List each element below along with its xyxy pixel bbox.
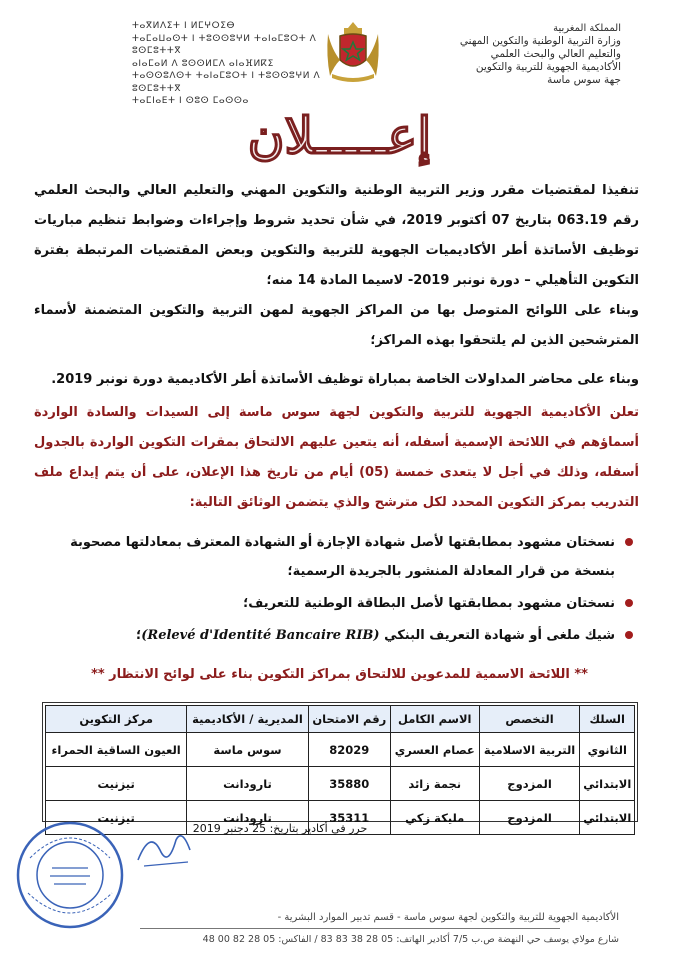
table-cell: 35311 — [308, 801, 390, 835]
bullet-icon — [625, 631, 633, 639]
bullet-icon — [625, 599, 633, 607]
bullet-icon — [625, 538, 633, 546]
column-header: رقم الامتحان — [308, 706, 390, 733]
table-row — [46, 733, 635, 767]
header-line: الأكاديمية الجهوية للتربية والتكوين — [475, 61, 621, 73]
table-cell: 35880 — [308, 767, 390, 801]
tifinagh-line: ⵜⴰⵙⵙⵓⴷⵙⵜ ⵜⴰⵏⴰⵎⵓⵔⵜ ⵏ ⵜⵓⵙⵙⵓⵖⵍ ⴷ ⵓⵙⵎⵓⵜⵜⴳ — [132, 71, 321, 94]
tifinagh-line: ⵜⴰⵎⵏⴰⴹⵜ ⵏ ⵙⵓⵙ ⵎⴰⵙⵙⴰ — [132, 96, 249, 106]
table-cell: تيزنيت — [46, 767, 187, 801]
issue-date: حرر في أكادير بتاريخ: 25 دجنبر 2019 — [192, 822, 368, 835]
page-title: إعـــــلان — [247, 106, 432, 165]
table-cell: الثانوي — [580, 733, 635, 767]
list-item — [37, 621, 635, 650]
table-row — [46, 767, 635, 801]
footer-divider — [140, 928, 560, 929]
column-header: الاسم الكامل — [390, 706, 479, 733]
header-line: وزارة التربية الوطنية والتكوين المهني — [459, 35, 621, 47]
header-line: المملكة المغربية — [553, 23, 621, 34]
table-cell: المزدوج — [479, 801, 580, 835]
paragraph-decision: تنفيذا لمقتضيات مقرر وزير التربية الوطنية والتكوين المهني والتعليم العالي والبحث العلمي رقم 063.19 بتاريخ 07 أكتوبر 2019، في شأن تحديد شروط وإجراءات وضوابط تنظيم مباريات توظيف الأساتذة أطر الأكاديميات الجهوية للتربية والتكوين وبعض المقتضيات المرتبطة بفترة التكوين التأهيلي – دورة نونبر 2019- لاسيما المادة 14 منه؛ — [34, 183, 640, 288]
coat-of-arms-icon — [318, 16, 388, 84]
list-item-text: نسختان مشهود بمطابقتها لأصل شهادة الإجازة أو الشهادة المعترف بمعادلتها مصحوبة بنسخة من قرار المعادلة المنشور بالجريدة الرسمية؛ — [70, 535, 615, 579]
table-title: ** اللائحة الاسمية للمدعوين للالتحاق بمراكز التكوين بناء على لوائح الانتظار ** — [91, 667, 588, 682]
header-line: جهة سوس ماسة — [547, 74, 621, 86]
official-stamp-icon — [10, 818, 130, 933]
tifinagh-line: ⴰⵏⴰⵎⴰⵍ ⴷ ⵓⵙⵙⵍⵎⴷ ⴰⵏⴰⴼⵍⴽⵉ — [132, 58, 274, 69]
table-cell: سوس ماسة — [187, 733, 308, 767]
list-item-text: نسختان مشهود بمطابقتها لأصل البطاقة الوطنية للتعريف؛ — [243, 596, 615, 611]
footer-org: الأكاديمية الجهوية للتربية والتكوين لجهة سوس ماسة - قسم تدبير الموارد البشرية - — [277, 912, 619, 923]
table-cell: الابتدائي — [580, 801, 635, 835]
list-item-end: ؛ — [136, 628, 142, 643]
header-arabic — [411, 22, 621, 87]
table-cell: عصام العسري — [390, 733, 479, 767]
column-header: المديرية / الأكاديمية — [187, 706, 308, 733]
table-cell: تارودانت — [187, 767, 308, 801]
signature-icon — [130, 820, 200, 880]
paragraph-announcement: تعلن الأكاديمية الجهوية للتربية والتكوين لجهة سوس ماسة إلى السيدات والسادة الواردة أسماؤهم في اللائحة الإسمية أسفله، أنه يتعين عليهم الالتحاق بمقرات التكوين الواردة بالجدول أسفله، وذلك في أجل لا يتعدى خمسة (05) أيام من تاريخ هذا الإعلان، على أن يتم إيداع ملف التدريب بمركز التكوين المحدد لكل مترشح والذي يتضمن الوثائق التالية: — [34, 405, 639, 510]
table-cell: المزدوج — [479, 767, 580, 801]
table-cell: مليكة زكي — [390, 801, 479, 835]
table-header-row — [46, 706, 635, 733]
candidates-table — [45, 705, 635, 835]
list-item-latin: (Relevé d'Identité Bancaire RIB) — [141, 628, 380, 643]
tifinagh-line: ⵜⴰⵎⴰⵡⴰⵙⵜ ⵏ ⵜⵓⵙⵙⵓⵖⵍ ⵜⴰⵏⴰⵎⵓⵔⵜ ⴷ ⵓⵙⵎⵓⵜⵜⴳ — [132, 33, 317, 56]
header-line: والتعليم العالي والبحث العلمي — [490, 48, 621, 60]
header-tifinagh — [132, 20, 332, 108]
list-item-text: شيك ملغى أو شهادة التعريف البنكي — [384, 628, 615, 643]
list-item — [37, 528, 635, 586]
tifinagh-line: ⵜⴰⴳⵍⴷⵉⵜ ⵏ ⵍⵎⵖⵔⵉⴱ — [132, 21, 236, 31]
table-cell: تيزنيت — [46, 801, 187, 835]
table-cell: الابتدائي — [580, 767, 635, 801]
column-header: مركز التكوين — [46, 706, 187, 733]
table-cell: نجمة زائد — [390, 767, 479, 801]
table-cell: التربية الاسلامية — [479, 733, 580, 767]
footer-address: شارع مولاي يوسف حي النهضة ص.ب 7/5 أكادير الهاتف: 05 28 38 83 83 / الفاكس: 05 28 82 00 48 — [202, 934, 619, 945]
table-cell: 82029 — [308, 733, 390, 767]
column-header: التخصص — [479, 706, 580, 733]
list-item — [37, 589, 635, 618]
table-cell: العيون الساقية الحمراء — [46, 733, 187, 767]
paragraph-minutes: وبناء على محاضر المداولات الخاصة بمباراة توظيف الأساتذة أطر الأكاديمية دورة نونبر 2019. — [51, 372, 639, 387]
column-header: السلك — [580, 706, 635, 733]
paragraph-lists: وبناء على اللوائح المتوصل بها من المراكز الجهوية لمهن التربية والتكوين المتضمنة لأسماء المترشحين الذين لم يلتحقوا بهذه المراكز؛ — [34, 303, 639, 348]
documents-list — [37, 528, 635, 653]
table-cell: تارودانت — [187, 801, 308, 835]
